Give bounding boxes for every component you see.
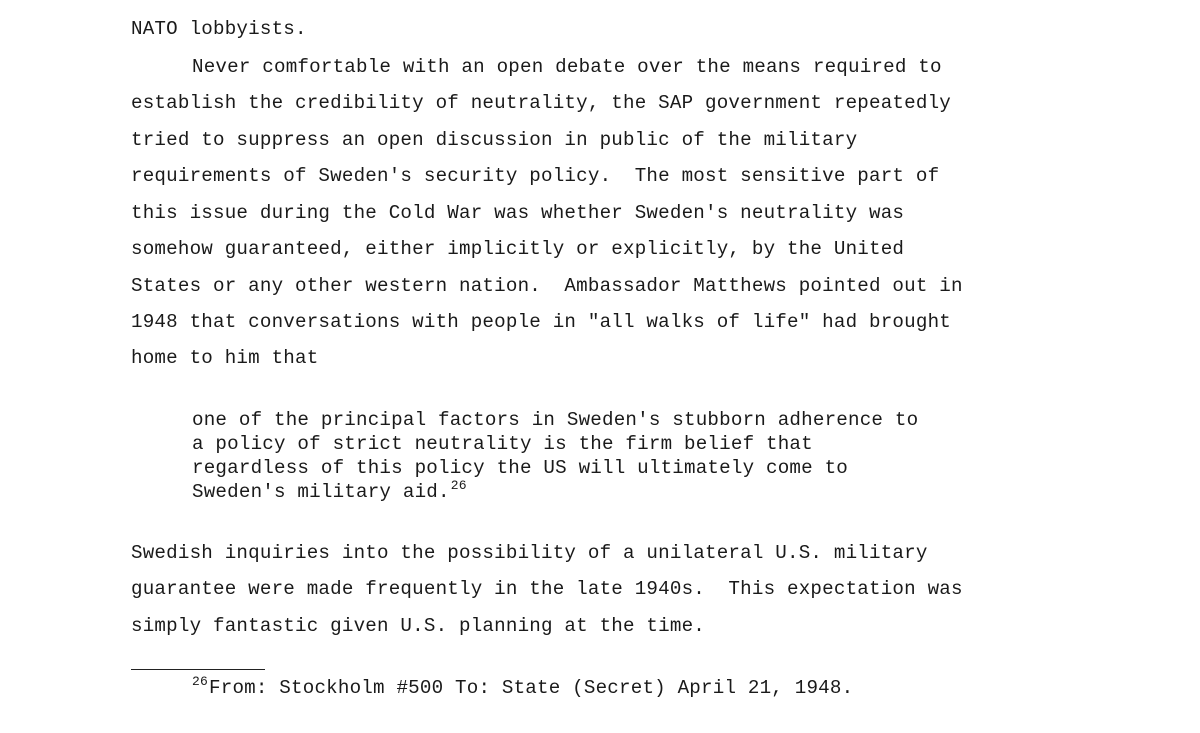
- paragraph-line: guarantee were made frequently in the late 1940s. This expectation was: [131, 578, 963, 600]
- paragraph-line: this issue during the Cold War was whether Sweden's neutrality was: [131, 202, 905, 224]
- footnote-text: From: Stockholm #500 To: State (Secret) April 21, 1948.: [209, 677, 854, 699]
- footnote-number: 26: [192, 674, 209, 689]
- block-quote-line: regardless of this policy the US will ultimately come to: [192, 457, 849, 479]
- block-quote-text: Sweden's military aid.: [192, 481, 450, 503]
- paragraph-line: Swedish inquiries into the possibility of a unilateral U.S. military: [131, 542, 928, 564]
- paragraph-line: Never comfortable with an open debate over the means required to: [192, 56, 942, 78]
- paragraph-line: establish the credibility of neutrality, the SAP government repeatedly: [131, 92, 952, 114]
- block-quote-line: one of the principal factors in Sweden's stubborn adherence to: [192, 409, 919, 431]
- block-quote-line: a policy of strict neutrality is the firm belief that: [192, 433, 813, 455]
- paragraph-line: simply fantastic given U.S. planning at the time.: [131, 615, 706, 637]
- footnote-divider: [131, 669, 265, 670]
- text-line-nato-lobbyists: NATO lobbyists.: [131, 18, 307, 40]
- paragraph-line: tried to suppress an open discussion in public of the military: [131, 129, 858, 151]
- paragraph-line: somehow guaranteed, either implicitly or explicitly, by the United: [131, 238, 905, 260]
- paragraph-line: 1948 that conversations with people in "all walks of life" had brought: [131, 311, 952, 333]
- paragraph-line: States or any other western nation. Ambassador Matthews pointed out in: [131, 275, 963, 297]
- footnote: [192, 674, 854, 699]
- footnote-reference: 26: [450, 478, 467, 493]
- paragraph-line: home to him that: [131, 347, 319, 369]
- paragraph-line: requirements of Sweden's security policy. The most sensitive part of: [131, 165, 940, 187]
- block-quote-line-last: [192, 478, 467, 503]
